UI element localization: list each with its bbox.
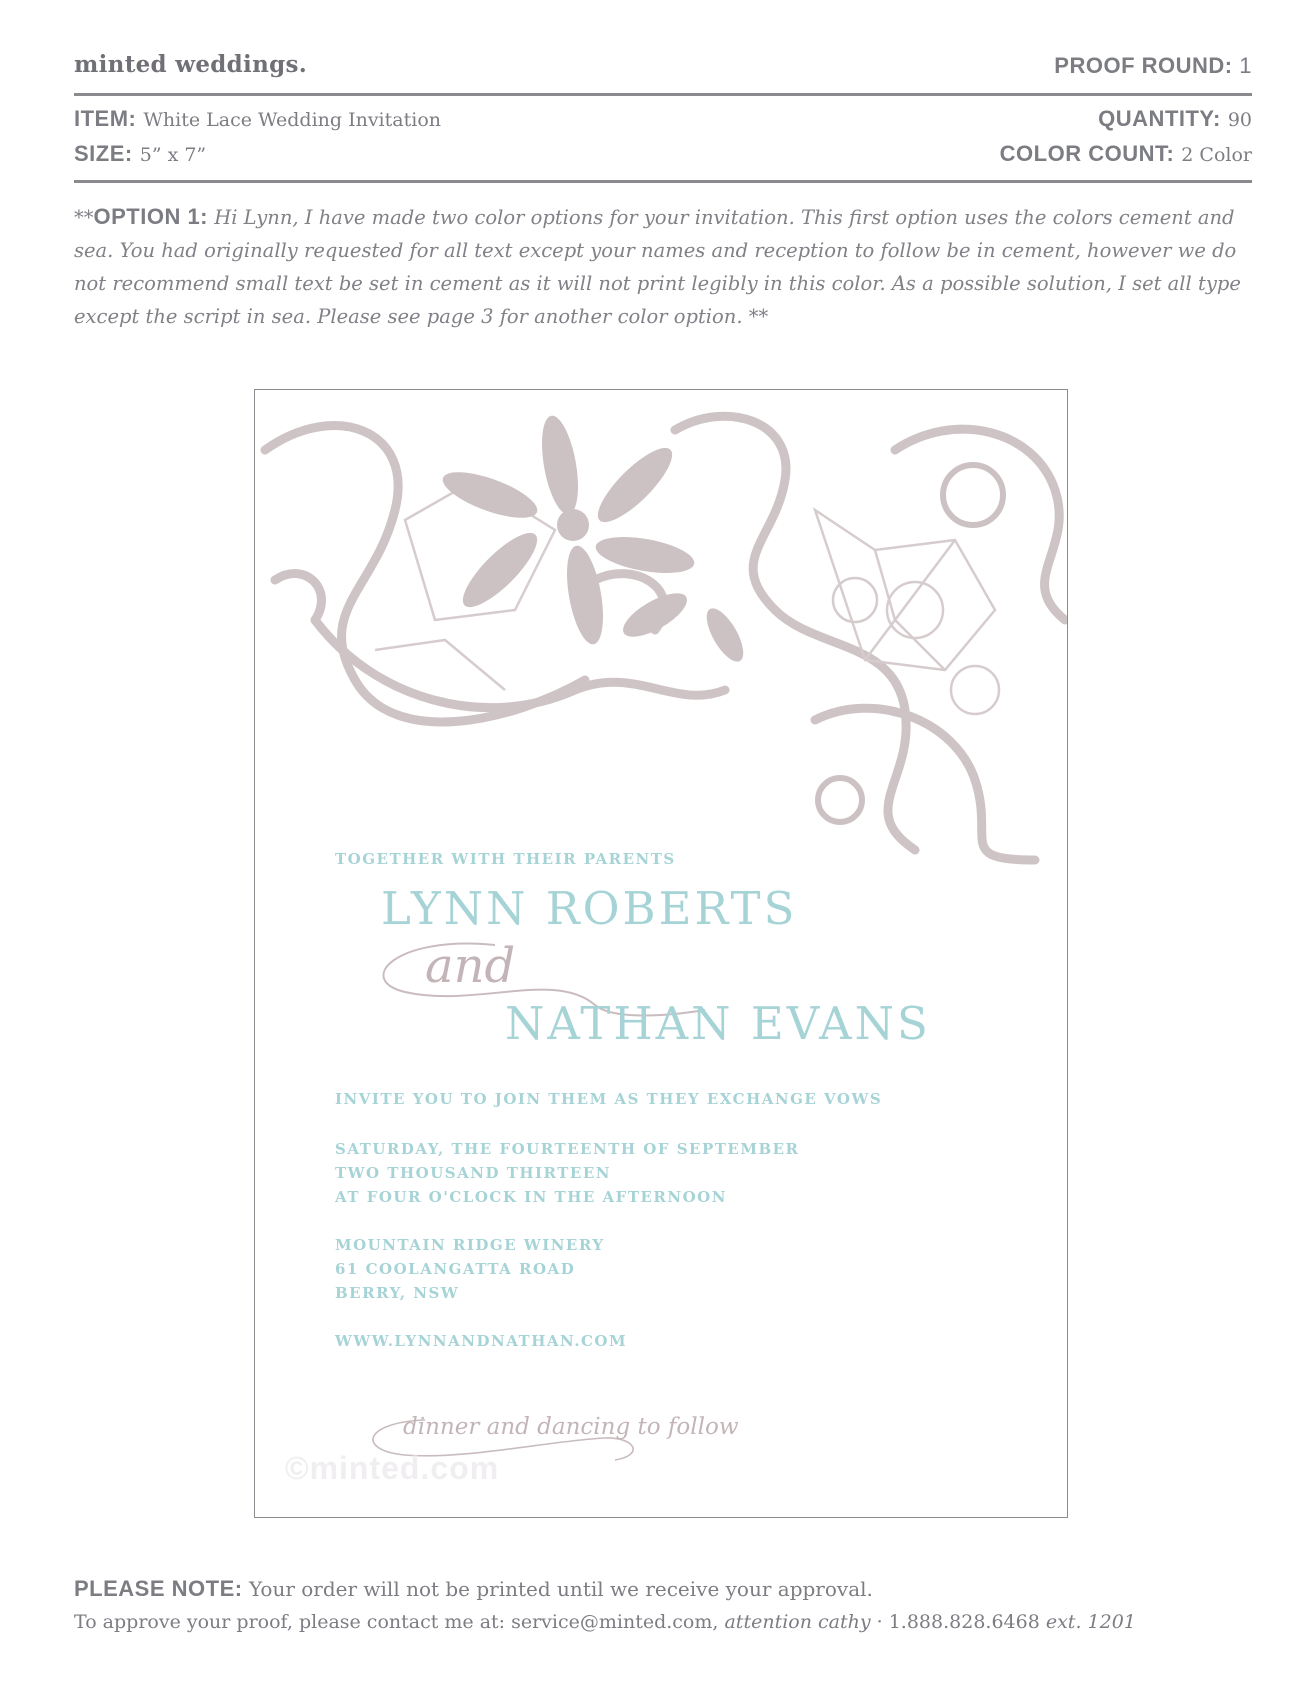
item-label: ITEM:: [74, 106, 137, 131]
venue-line-3: BERRY, NSW: [335, 1284, 460, 1302]
first-name: LYNN ROBERTS: [381, 882, 798, 935]
note-text: Hi Lynn, I have made two color options for your invitation. This first option uses the colors cement and sea. You had originally requested for all text except your names and reception to follow be in cement, however we do not recommend small text be set in cement as it will not print legibly in this color. As a possible solution, I set all type except the script in sea. Please see page 3 for another color option. **: [74, 206, 1241, 328]
quantity-line: [1098, 106, 1252, 132]
date-line-2: TWO THOUSAND THIRTEEN: [335, 1164, 611, 1182]
venue-line-1: MOUNTAIN RIDGE WINERY: [335, 1236, 605, 1254]
website-line: WWW.LYNNANDNATHAN.COM: [335, 1332, 628, 1350]
ext-text: ext. 1201: [1045, 1611, 1136, 1633]
size-line: [74, 141, 206, 167]
note-prefix: **: [74, 206, 94, 229]
header-rule: [74, 93, 1252, 96]
color-count-label: COLOR COUNT:: [999, 141, 1175, 166]
watermark: ©minted.com: [285, 1450, 500, 1486]
proof-round-value: 1: [1239, 53, 1252, 78]
quantity-label: QUANTITY:: [1098, 106, 1221, 131]
and-script: and: [425, 938, 516, 994]
item-value: White Lace Wedding Invitation: [143, 109, 441, 131]
color-count-value: 2 Color: [1181, 144, 1252, 166]
item-line: [74, 106, 441, 132]
please-note-text: Your order will not be printed until we receive your approval.: [248, 1577, 873, 1601]
please-note-label: PLEASE NOTE:: [74, 1576, 243, 1601]
attention-text: attention cathy: [724, 1611, 871, 1633]
invitation-proof: [254, 389, 1068, 1518]
together-line: TOGETHER WITH THEIR PARENTS: [335, 850, 676, 868]
approval-text: To approve your proof, please contact me at: service@minted.com,: [74, 1611, 719, 1633]
second-name: NATHAN EVANS: [505, 997, 931, 1050]
phone-text: · 1.888.828.6468: [876, 1611, 1040, 1633]
proof-round: [1054, 53, 1252, 79]
color-count-line: [1000, 141, 1252, 167]
venue-line-2: 61 COOLANGATTA ROAD: [335, 1260, 576, 1278]
proof-round-label: PROOF ROUND:: [1054, 53, 1233, 78]
quantity-value: 90: [1227, 109, 1252, 131]
invite-line: INVITE YOU TO JOIN THEM AS THEY EXCHANGE VOWS: [335, 1090, 883, 1108]
note-lead: OPTION 1:: [93, 204, 209, 229]
details-rule: [74, 180, 1252, 183]
approval-contact: [74, 1611, 1136, 1633]
designer-note: [74, 200, 1254, 333]
brand-name: minted weddings.: [74, 51, 308, 78]
please-note: [74, 1576, 873, 1602]
size-value: 5” x 7”: [139, 144, 207, 166]
date-line-3: AT FOUR O'CLOCK IN THE AFTERNOON: [335, 1188, 727, 1206]
lace-illustration: [255, 390, 1068, 890]
reception-script: dinner and dancing to follow: [403, 1414, 739, 1440]
date-line-1: SATURDAY, THE FOURTEENTH OF SEPTEMBER: [335, 1140, 800, 1158]
size-label: SIZE:: [74, 141, 133, 166]
